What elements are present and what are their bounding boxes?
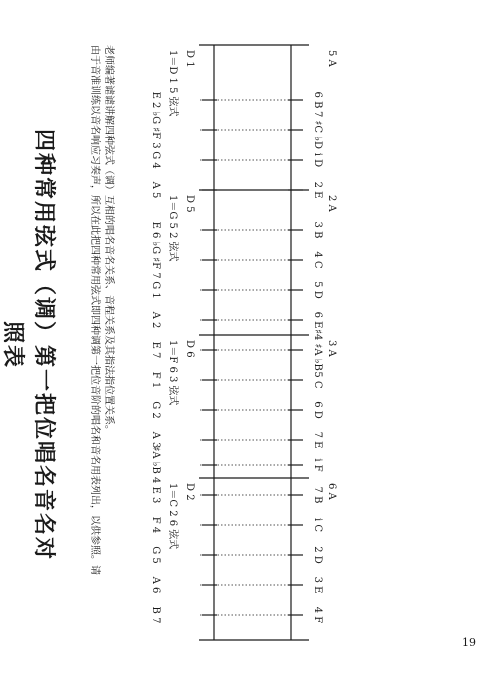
high-note-label: ♯4 ♯A ♭B: [312, 329, 323, 371]
low-note-label: A 2: [150, 311, 161, 329]
high-note-label: i D: [312, 152, 323, 168]
section-header: 1＝C 2 6 弦式: [167, 483, 178, 550]
high-string-open: 6 A: [326, 483, 337, 500]
low-note-label: A 6: [150, 576, 161, 594]
high-note-label: 4 C: [312, 251, 323, 269]
low-note-label: F 4: [150, 516, 161, 534]
low-note-label: A 5: [150, 181, 161, 199]
low-note-label: B 7: [150, 606, 161, 624]
page-title: 四种常用弦式（调）第一把位唱名音名对照表: [0, 128, 56, 561]
high-string-open: 2 A: [326, 195, 337, 212]
high-note-label: 5 D: [312, 281, 323, 299]
high-note-label: 6 E: [312, 311, 323, 329]
low-string-open: D 1: [184, 50, 195, 68]
low-note-label: ♭G ♯F 7: [150, 241, 161, 279]
section-header: 1＝D 1 5 弦式: [167, 50, 178, 117]
high-string-open: 5 A: [326, 50, 337, 67]
high-note-label: 7 B: [312, 486, 323, 504]
section-header: 1＝G 5 2 弦式: [167, 195, 178, 262]
low-note-label: E 3: [150, 486, 161, 504]
high-string-open: 3 A: [326, 340, 337, 357]
low-string-open: D 5: [184, 195, 195, 213]
low-note-label: G 1: [150, 281, 161, 299]
low-note-label: E 7: [150, 341, 161, 359]
high-note-label: 5 C: [312, 371, 323, 389]
high-note-label: 4 F: [312, 606, 323, 624]
low-string-open: D 2: [184, 483, 195, 501]
low-note-label: A 3: [150, 431, 161, 449]
low-note-label: E 6: [150, 221, 161, 239]
high-note-label: i C: [312, 517, 323, 533]
low-note-label: G 2: [150, 401, 161, 419]
intro-line-1: 由于音准训练以音名响应习奏声，所以在此把四种常用弦式即四种调第一把位音阶的唱名和音名用表列出，以供参照。请: [89, 45, 100, 575]
intro-line-2: 老师编著谑谑讲解四种弦式（调）互相的唱名音名关系、音程关系及其指法指位置关系。: [103, 45, 114, 435]
high-note-label: 6 D: [312, 401, 323, 419]
high-note-label: 3 B: [312, 221, 323, 239]
low-note-label: G 4: [150, 151, 161, 169]
high-note-label: 7 E: [312, 431, 323, 449]
low-note-label: G 5: [150, 546, 161, 564]
low-note-label: F 1: [150, 371, 161, 389]
page-number: 19: [462, 636, 476, 649]
low-note-label: E 2: [150, 91, 161, 109]
low-note-label: ♭G ♯F 3: [150, 111, 161, 149]
high-note-label: 6 B: [312, 91, 323, 109]
section-header: 1＝F 6 3 弦式: [167, 340, 178, 406]
high-note-label: i F: [312, 458, 323, 472]
high-note-label: 2 D: [312, 546, 323, 564]
high-note-label: 7 ♯C ♭D: [312, 111, 323, 149]
low-note-label: ♯A ♭B 4: [150, 446, 161, 484]
low-string-open: D 6: [184, 340, 195, 358]
high-note-label: 3 E: [312, 576, 323, 594]
high-note-label: 2 E: [312, 181, 323, 199]
